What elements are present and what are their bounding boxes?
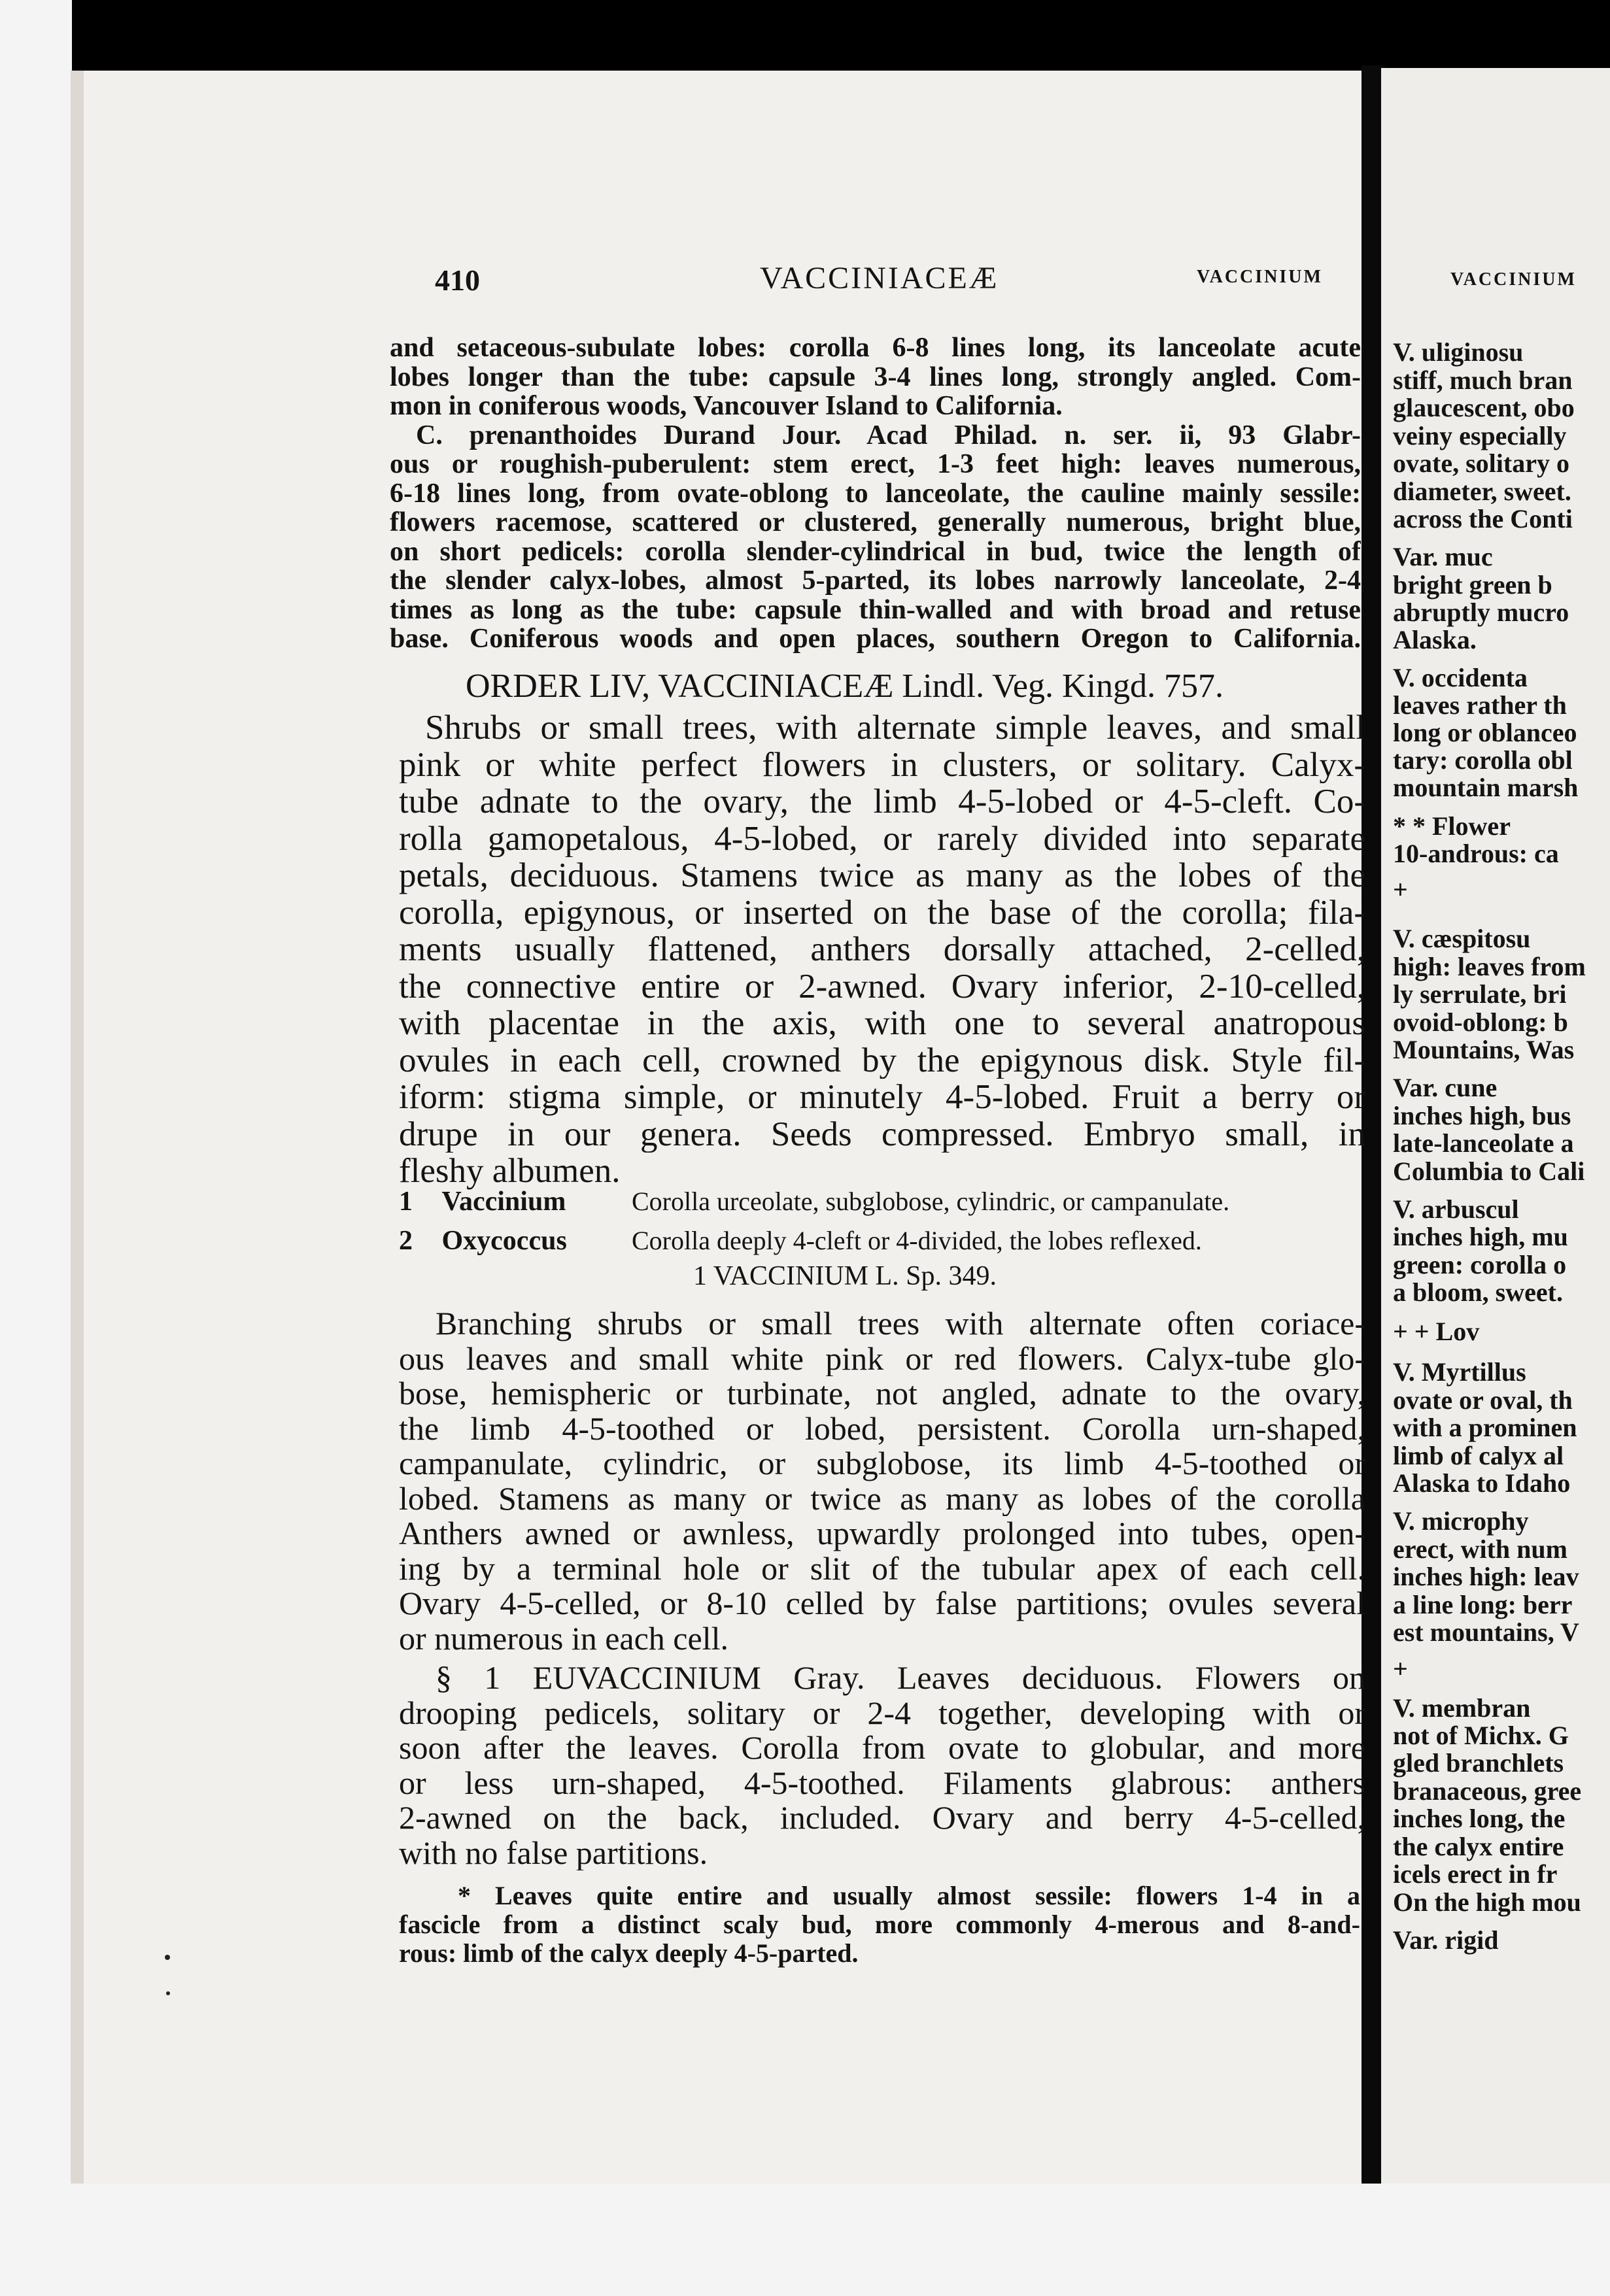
facing-page-line: green: corolla o (1393, 1250, 1567, 1279)
running-head-right: VACCINIUM (1197, 267, 1323, 287)
text-line: petals, deciduous. Stamens twice as many as the lobes of the (399, 857, 1365, 894)
text-line: the connective entire or 2-awned. Ovary inferior, 2-10-celled, (399, 968, 1365, 1005)
facing-page-line: with a prominen (1393, 1413, 1577, 1442)
facing-page-line: V. uliginosu (1393, 337, 1524, 367)
text-line: iform: stigma simple, or minutely 4-5-lobed. Fruit a berry or (399, 1079, 1365, 1116)
facing-page-line: tary: corolla obl (1393, 745, 1573, 775)
facing-page-line: a bloom, sweet. (1393, 1277, 1563, 1307)
facing-page-line: across the Conti (1393, 504, 1573, 533)
facing-page-line: Var. muc (1393, 542, 1493, 571)
text-line: lobed. Stamens as many or twice as many as lobes of the corolla (399, 1481, 1365, 1516)
facing-page-line: * * Flower (1393, 811, 1511, 841)
key-row (399, 1182, 1360, 1221)
facing-page-line: ovate, solitary o (1393, 448, 1569, 478)
facing-page-line: glaucescent, obo (1393, 393, 1575, 422)
text-line: 2-awned on the back, included. Ovary and berry 4-5-celled, (399, 1800, 1365, 1836)
facing-page-line: V. microphy (1393, 1506, 1529, 1536)
facing-page-line: On the high mou (1393, 1887, 1581, 1917)
scan-speck (165, 1955, 170, 1960)
facing-page-line: inches high, bus (1393, 1101, 1571, 1130)
text-line: * Leaves quite entire and usually almost sessile: flowers 1-4 in a (458, 1882, 1360, 1910)
running-title: VACCINIACEÆ (760, 261, 999, 295)
facing-page-line: Mountains, Was (1393, 1035, 1575, 1064)
facing-page-line: Alaska. (1393, 625, 1477, 654)
facing-page-line: leaves rather th (1393, 690, 1567, 720)
key-row (399, 1221, 1360, 1260)
key-number: 2 (399, 1226, 413, 1256)
key-description: Corolla deeply 4-cleft or 4-divided, the lobes reflexed. (632, 1226, 1202, 1255)
facing-page-line: est mountains, V (1393, 1617, 1579, 1647)
facing-page-line: Columbia to Cali (1393, 1156, 1585, 1186)
facing-page-line: abruptly mucro (1393, 598, 1569, 627)
facing-page-line: veiny especially (1393, 421, 1567, 450)
facing-page-line: Alaska to Idaho (1393, 1468, 1571, 1498)
facing-page-line: icels erect in fr (1393, 1859, 1558, 1889)
facing-page-line: + (1393, 875, 1408, 904)
facing-page-line: + + Lov (1393, 1317, 1480, 1346)
facing-page-line: long or oblanceo (1393, 718, 1577, 747)
scan-margin-bottom (0, 2177, 1610, 2296)
facing-page-line: gled branchlets (1393, 1748, 1564, 1778)
text-line: Branching shrubs or small trees with alternate often coriace- (436, 1306, 1365, 1342)
text-line: times as long as the tube: capsule thin-walled and with broad and retuse (390, 595, 1361, 624)
text-line: flowers racemose, scattered or clustered, generally numerous, bright blue, (390, 508, 1361, 537)
text-line: ous leaves and small white pink or red flowers. Calyx-tube glo- (399, 1341, 1365, 1376)
key-number: 1 (399, 1187, 413, 1217)
facing-page-line: inches high: leav (1393, 1562, 1579, 1591)
facing-page-line: inches high, mu (1393, 1222, 1568, 1251)
facing-page-line: bright green b (1393, 570, 1552, 599)
key-genus: Vaccinium (441, 1187, 566, 1217)
order-description (399, 709, 1365, 1190)
text-line: or numerous in each cell. (399, 1621, 728, 1656)
facing-page-line: V. arbuscul (1393, 1194, 1519, 1224)
text-line: campanulate, cylindric, or subglobose, its limb 4-5-toothed or (399, 1446, 1365, 1481)
key-description: Corolla urceolate, subglobose, cylindric, or campanulate. (632, 1187, 1230, 1216)
facing-page-line: mountain marsh (1393, 773, 1579, 802)
text-line: drupe in our genera. Seeds compressed. Embryo small, in (399, 1115, 1365, 1153)
facing-running-head: VACCINIUM (1450, 269, 1577, 290)
facing-page-line: V. occidenta (1393, 663, 1528, 692)
facing-page-line: diameter, sweet. (1393, 477, 1571, 506)
facing-page-line: V. cæspitosu (1393, 924, 1531, 953)
facing-page-line: branaceous, gree (1393, 1776, 1582, 1806)
text-line: ous or roughish-puberulent: stem erect, 1-3 feet high: leaves numerous, (390, 450, 1361, 479)
text-line: bose, hemispheric or turbinate, not angled, adnate to the ovary, (399, 1376, 1365, 1411)
facing-page-line: a line long: berr (1393, 1590, 1573, 1619)
facing-page-line: Var. cune (1393, 1073, 1498, 1102)
text-line: base. Coniferous woods and open places, southern Oregon to California. (390, 624, 1361, 654)
facing-page-line: not of Michx. G (1393, 1721, 1569, 1750)
facing-page-line: ovate or oval, th (1393, 1385, 1573, 1415)
text-line: 6-18 lines long, from ovate-oblong to lanceolate, the cauline mainly sessile: (390, 479, 1361, 508)
text-line: ovules in each cell, crowned by the epigynous disk. Style fil- (399, 1041, 1365, 1079)
page-number: 410 (435, 263, 480, 297)
genus-description (399, 1306, 1365, 1656)
page-edge (71, 71, 84, 2184)
text-line: corolla, epigynous, or inserted on the base of the corolla; fila- (399, 894, 1365, 931)
paragraph-campanula-continued (390, 333, 1361, 654)
facing-page-line: V. Myrtillus (1393, 1357, 1526, 1387)
scan-margin-left (0, 0, 72, 2296)
text-line: on short pedicels: corolla slender-cylindrical in bud, twice the length of (390, 537, 1361, 566)
text-line: soon after the leaves. Corolla from ovate to globular, and more (399, 1730, 1365, 1766)
facing-page-line: V. membran (1393, 1693, 1531, 1723)
text-line: drooping pedicels, solitary or 2-4 together, developing with or (399, 1695, 1365, 1730)
facing-page-line: Var. rigid (1393, 1925, 1499, 1955)
text-line: with no false partitions. (399, 1835, 708, 1870)
text-line: the limb 4-5-toothed or lobed, persistent. Corolla urn-shaped, (399, 1411, 1365, 1446)
text-line: mon in coniferous woods, Vancouver Island to California. (390, 392, 1063, 421)
genus-key (399, 1182, 1360, 1260)
facing-page-line: + (1393, 1654, 1408, 1683)
facing-page-line: late-lanceolate a (1393, 1128, 1574, 1158)
section-description (399, 1661, 1365, 1870)
text-line: fascicle from a distinct scaly bud, more commonly 4-merous and 8-and- (399, 1910, 1360, 1939)
genus-heading: 1 VACCINIUM L. Sp. 349. (693, 1261, 997, 1291)
text-line: § 1 EUVACCINIUM Gray. Leaves deciduous. Flowers on (436, 1661, 1365, 1696)
text-line: Ovary 4-5-celled, or 8-10 celled by false partitions; ovules several (399, 1586, 1365, 1621)
facing-page-line: erect, with num (1393, 1534, 1567, 1564)
text-line: rous: limb of the calyx deeply 4-5-parted. (399, 1939, 859, 1968)
facing-page-line: inches long, the (1393, 1804, 1566, 1833)
text-line: with placentae in the axis, with one to several anatropous (399, 1005, 1365, 1042)
facing-page-line: stiff, much bran (1393, 365, 1573, 395)
facing-page-line: the calyx entire (1393, 1832, 1564, 1861)
text-line: or less urn-shaped, 4-5-toothed. Filaments glabrous: anthers (399, 1765, 1365, 1800)
text-line: Anthers awned or awnless, upwardly prolonged into tubes, open- (399, 1516, 1365, 1551)
text-line: fleshy albumen. (399, 1153, 621, 1190)
scan-speck (166, 1991, 170, 1995)
text-line: the slender calyx-lobes, almost 5-parted, its lobes narrowly lanceolate, 2-4 (390, 566, 1361, 596)
text-line: lobes longer than the tube: capsule 3-4 lines long, strongly angled. Com- (390, 362, 1361, 392)
text-line: and setaceous-subulate lobes: corolla 6-8 lines long, its lanceolate acute (390, 333, 1361, 363)
facing-page-line: limb of calyx al (1393, 1441, 1564, 1470)
text-line: pink or white perfect flowers in clusters, or solitary. Calyx- (399, 746, 1365, 783)
text-line: Shrubs or small trees, with alternate simple leaves, and small (425, 709, 1365, 747)
text-line: ing by a terminal hole or slit of the tubular apex of each cell. (399, 1551, 1365, 1586)
text-line: ments usually flattened, anthers dorsally attached, 2-celled, (399, 931, 1365, 968)
text-line: C. prenanthoides Durand Jour. Acad Philad. n. ser. ii, 93 Glabr- (416, 420, 1361, 450)
order-heading: ORDER LIV, VACCINIACEÆ Lindl. Veg. Kingd. 757. (466, 667, 1224, 705)
key-genus: Oxycoccus (441, 1226, 567, 1256)
facing-page-line: ly serrulate, bri (1393, 979, 1567, 1009)
facing-page-line: 10-androus: ca (1393, 839, 1559, 868)
facing-page-line: high: leaves from (1393, 952, 1586, 981)
facing-page-line: ovoid-oblong: b (1393, 1007, 1568, 1037)
text-line: rolla gamopetalous, 4-5-lobed, or rarely divided into separate (399, 820, 1365, 857)
subsection-description (399, 1882, 1360, 1968)
text-line: tube adnate to the ovary, the limb 4-5-lobed or 4-5-cleft. Co- (399, 783, 1365, 820)
